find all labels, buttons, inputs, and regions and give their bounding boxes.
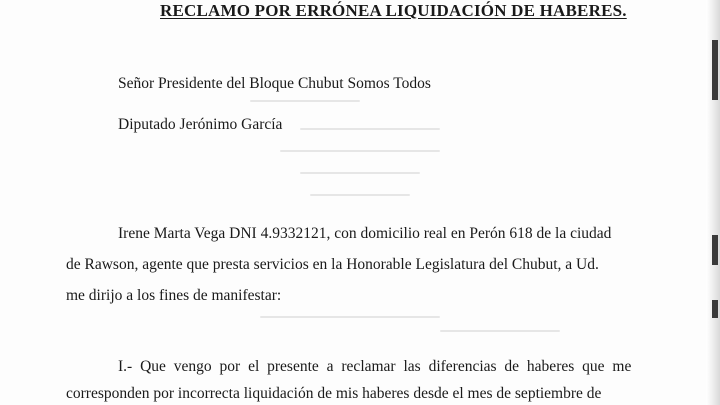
document-title: RECLAMO POR ERRÓNEA LIQUIDACIÓN DE HABERES.: [160, 1, 627, 20]
bleed-through-mark: [280, 150, 440, 152]
body-text-line: de Rawson, agente que presta servicios en la Honorable Legislatura del Chubut, a Ud.: [66, 256, 599, 273]
scan-edge-mark: [712, 235, 718, 265]
body-text-line: corresponden por incorrecta liquidación de mis haberes desde el mes de septiembre de: [66, 385, 602, 402]
body-text-line: Irene Marta Vega DNI 4.9332121, con domicilio real en Perón 618 de la ciudad: [118, 225, 612, 242]
body-text-line: me dirijo a los fines de manifestar:: [66, 287, 282, 304]
bleed-through-mark: [250, 100, 360, 102]
body-text-line: I.- Que vengo por el presente a reclamar las diferencias de haberes que me: [118, 358, 632, 375]
scan-edge-mark: [712, 300, 718, 318]
bleed-through-mark: [260, 316, 440, 318]
addressee-line: Señor Presidente del Bloque Chubut Somos Todos: [118, 75, 431, 92]
bleed-through-mark: [300, 172, 420, 174]
scan-edge-mark: [712, 40, 718, 100]
bleed-through-mark: [300, 128, 440, 130]
bleed-through-mark: [440, 330, 560, 332]
addressee-line: Diputado Jerónimo García: [118, 116, 283, 133]
bleed-through-mark: [310, 194, 410, 196]
